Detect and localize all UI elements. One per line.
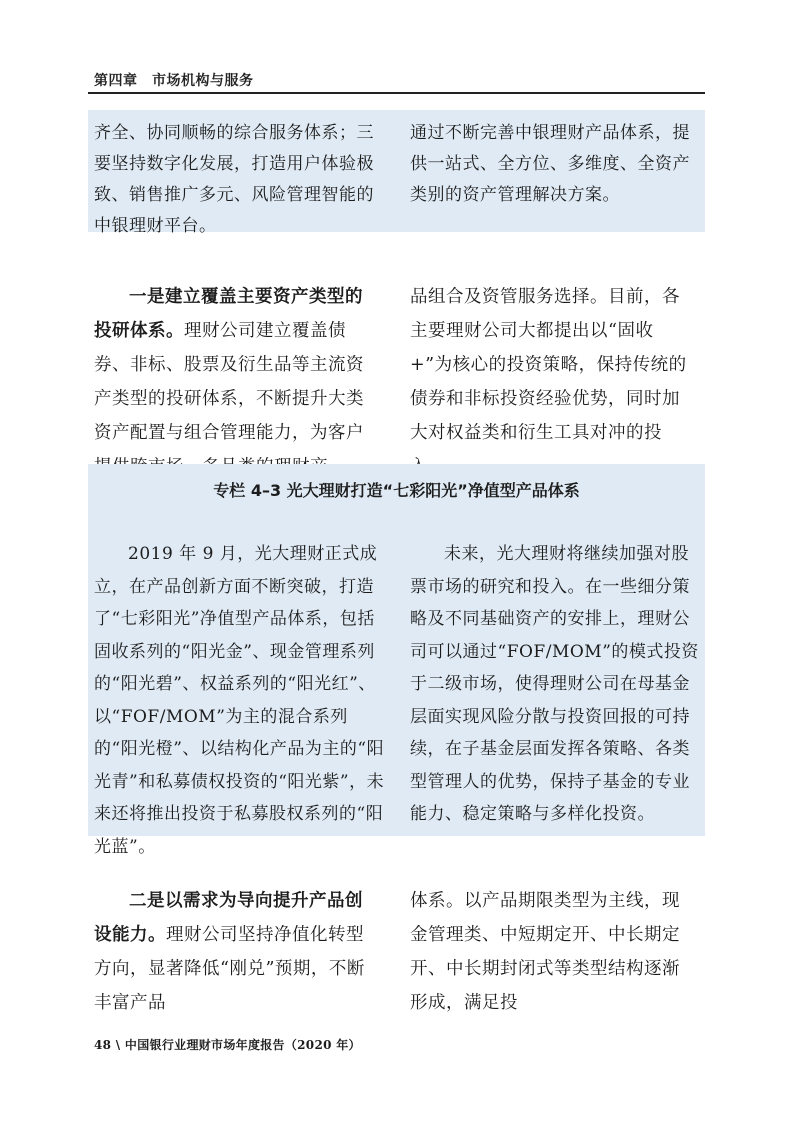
header-rule [88, 92, 705, 94]
section2-left-paragraph [94, 884, 378, 1020]
section2-left-text: 理财公司坚持净值化转型方向，显著降低“刚兑”预期，不断丰富产品 [94, 925, 365, 1013]
column-box-right-text: 未来，光大理财将继续加强对股票市场的研究和投入。在一些细分策略及不同基础资产的安排上，理财公司可以通过“FOF/MOM”的模式投资于二级市场，使得理财公司在母基金层面实现风险分散与投资回报的可持续，在子基金层面发挥各策略、各类型管理人的优势，保持子基金的专业能力、稳定策略与多样化投资。 [410, 544, 699, 824]
top-info-box [88, 110, 705, 236]
column-box-4-3 [88, 464, 705, 857]
section1-right-paragraph: 品组合及资管服务选择。目前，各主要理财公司大都提出以“固收+”为核心的投资策略，保持传统的债券和非标投资经验优势，同时加大对权益类和衍生工具对冲的投 [410, 287, 687, 443]
section1-left-paragraph [94, 280, 378, 484]
page-footer: 48 \ 中国银行业理财市场年度报告（2020 年） [94, 1038, 361, 1052]
column-box-title: 专栏 4–3 光大理财打造“七彩阳光”净值型产品体系 [213, 481, 580, 500]
column-box-left-text: 2019 年 9 月，光大理财正式成立，在产品创新方面不断突破，打造了“七彩阳光”净值型产品体系，包括固收系列的“阳光金”、现金管理系列的“阳光碧”、权益系列的“阳光红”、以“FOF/MOM”为主的混合系列的“阳光橙”、以结构化产品为主的“阳光青”和私募债权投资的“阳光紫”，未来还将推出投资于私募股权系列的“阳光蓝”。 [94, 544, 385, 857]
chapter-header: 第四章 市场机构与服务 [94, 73, 254, 89]
section2-lead: 二是以需求为导向提升产品创设能力。 [94, 891, 363, 945]
top-box-right-text: 通过不断完善中银理财产品体系，提供一站式、全方位、多维度、全资产类别的资产管理解决方案。 [410, 123, 690, 205]
top-box-left-text: 齐全、协同顺畅的综合服务体系；三要坚持数字化发展，打造用户体验极致、销售推广多元、风险管理智能的中银理财平台。 [94, 123, 374, 236]
section1-left-text: 理财公司建立覆盖债券、非标、股票及衍生品等主流资产类型的投研体系，不断提升大类资产配置与组合管理能力，为客户 [94, 321, 364, 443]
section1-lead: 一是建立覆盖主要资产类型的投研体系。 [94, 287, 363, 341]
section2-right-paragraph: 体系。以产品期限类型为主线，现金管理类、中短期定开、中长期定开、中长期封闭式等类型结构逐渐形成，满足投 [410, 891, 680, 1013]
